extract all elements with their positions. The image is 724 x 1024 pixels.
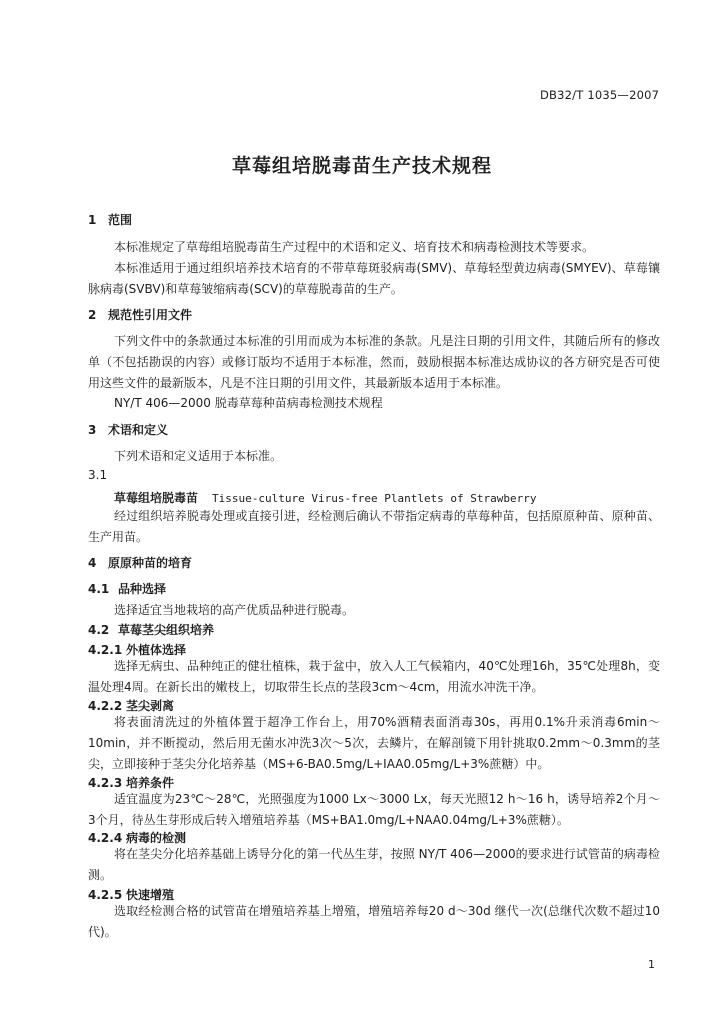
subsection-4-1-heading: [88, 580, 166, 597]
subsection-title: 外植体选择: [126, 643, 187, 657]
subsection-4-2-3-paragraph: 适宜温度为23℃～28℃，光照强度为1000 Lx～3000 Lx，每天光照12 h～16 h，诱导培养2个月～3个月，待丛生芽形成后转入增殖培养基（MS+BA1.0mg/L+NAA0.04mg/L+3%蔗糖）。: [88, 792, 660, 827]
subsection-3-1-number: 3.1: [88, 468, 108, 482]
section-title: 规范性引用文件: [108, 308, 193, 322]
term-definition: 经过组织培养脱毒处理或直接引进，经检测后确认不带指定病毒的草莓种苗，包括原原种苗、原种苗、生产用苗。: [88, 509, 660, 544]
section-2-heading: [88, 306, 192, 323]
subsection-4-2-heading: [88, 621, 214, 638]
subsection-number: 4.2.2: [88, 699, 123, 713]
subsection-number: 4.2.1: [88, 643, 123, 657]
subsection-title: 草莓茎尖组织培养: [118, 623, 215, 637]
section-number: 4: [88, 556, 97, 570]
subsection-4-2-2-paragraph: 将表面清洗过的外植体置于超净工作台上，用70%酒精表面消毒30s，再用0.1%升汞消毒6min～10min，并不断搅动，然后用无菌水冲洗3次～5次，去鳞片，在解剖镜下用针挑取0.2mm～0.3mm的茎尖，立即接种于茎尖分化培养基（MS+6-BA0.5mg/L+IAA0.05mg/L+3%蔗糖）中。: [88, 715, 660, 771]
section-number: 2: [88, 308, 97, 322]
section-3-heading: [88, 421, 168, 438]
section-1-paragraph-2: 本标准适用于通过组织培养技术培育的不带草莓斑驳病毒(SMV)、草莓轻型黄边病毒(SMYEV)、草莓镶脉病毒(SVBV)和草莓皱缩病毒(SCV)的草莓脱毒苗的生产。: [88, 261, 660, 296]
section-1-paragraph-1: 本标准规定了草莓组培脱毒苗生产过程中的术语和定义、培育技术和病毒检测技术等要求。: [114, 240, 595, 254]
page-number: 1: [648, 958, 655, 971]
subsection-title: 茎尖剥离: [126, 699, 175, 713]
section-title: 范围: [108, 213, 133, 227]
subsection-4-2-5-paragraph: 选取经检测合格的试管苗在增殖培养基上增殖，增殖培养每20 d～30d 继代一次(总继代次数不超过10代)。: [88, 904, 660, 939]
subsection-4-1-paragraph: 选择适宜当地栽培的高产优质品种进行脱毒。: [114, 603, 355, 617]
subsection-title: 快速增殖: [126, 888, 175, 902]
subsection-number: 4.2: [88, 623, 110, 637]
section-title: 术语和定义: [108, 423, 169, 437]
subsection-4-2-1-paragraph: 选择无病虫、品种纯正的健壮植株，栽于盆中，放入人工气候箱内，40℃处理16h，35℃处理8h，变温处理4周。在新长出的嫩枝上，切取带生长点的茎段3cm～4cm，用流水冲洗干净。: [88, 659, 660, 694]
term-entry: [114, 489, 537, 506]
subsection-title: 病毒的检测: [126, 831, 187, 845]
section-1-heading: [88, 211, 132, 228]
subsection-number: 4.1: [88, 582, 110, 596]
section-3-paragraph: 下列术语和定义适用于本标准。: [114, 449, 283, 463]
term-english: Tissue-culture Virus-free Plantlets of Strawberry: [212, 492, 537, 505]
standard-code: DB32/T 1035—2007: [540, 88, 660, 102]
section-number: 1: [88, 213, 97, 227]
section-2-paragraph: 下列文件中的条款通过本标准的引用而成为本标准的条款。凡是注日期的引用文件，其随后所有的修改单（不包括勘误的内容）或修订版均不适用于本标准，然而，鼓励根据本标准达成协议的各方研究是否可使用这些文件的最新版本，凡是不注日期的引用文件，其最新版本适用于本标准。: [88, 334, 660, 390]
subsection-title: 培养条件: [126, 776, 175, 790]
subsection-number: 4.2.5: [88, 888, 123, 902]
subsection-number: 4.2.3: [88, 776, 123, 790]
section-4-heading: [88, 554, 192, 571]
subsection-number: 4.2.4: [88, 831, 123, 845]
subsection-4-2-4-paragraph: 将在茎尖分化培养基础上诱导分化的第一代丛生芽，按照 NY/T 406—2000的要求进行试管苗的病毒检测。: [88, 847, 660, 882]
term-chinese: 草莓组培脱毒苗: [114, 491, 199, 505]
subsection-title: 品种选择: [118, 582, 167, 596]
document-title: 草莓组培脱毒苗生产技术规程: [231, 155, 492, 177]
section-title: 原原种苗的培育: [108, 556, 193, 570]
normative-reference: NY/T 406—2000 脱毒草莓种苗病毒检测技术规程: [114, 396, 383, 410]
section-number: 3: [88, 423, 97, 437]
